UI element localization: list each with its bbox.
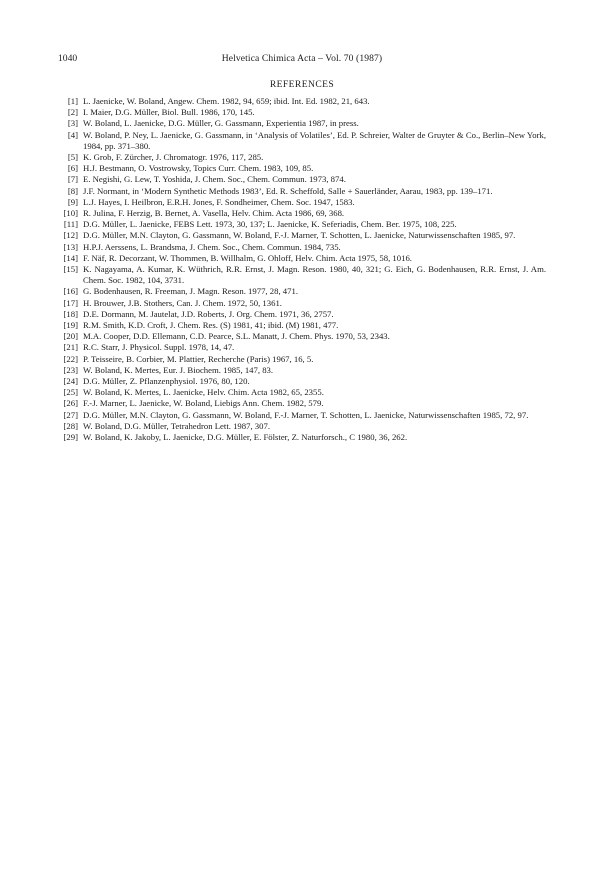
reference-item (58, 152, 546, 163)
reference-number: [29] (63, 432, 78, 443)
reference-item (58, 242, 546, 253)
reference-number: [3] (67, 118, 78, 129)
reference-item (58, 163, 546, 174)
reference-text: W. Boland, L. Jaenicke, D.G. Müller, G. Gassmann, Experientia 1987, in press. (83, 118, 359, 129)
page-header (58, 53, 546, 67)
reference-text: K. Nagayama, A. Kumar, K. Wüthrich, R.R. Ernst, J. Magn. Reson. 1980, 40, 321; G. Eich, G. Bodenhausen, R.R. Ernst, J. Am. Chem. Soc. 1982, 104, 3731. (83, 264, 546, 286)
reference-number: [14] (63, 252, 78, 263)
reference-item (58, 96, 546, 107)
reference-text: D.G. Müller, M.N. Clayton, G. Gassmann, W. Boland, F.-J. Marner, T. Schotten, L. Jaenicke, Naturwissenschaften 1985, 72, 97. (83, 409, 529, 420)
reference-text: K. Grob, F. Zürcher, J. Chromatogr. 1976, 117, 285. (83, 152, 264, 163)
reference-text: J.F. Normant, in ‘Modern Synthetic Methods 1983’, Ed. R. Scheffold, Salle + Sauerländer, Aarau, 1983, pp. 139–171. (83, 185, 493, 196)
page-number: 1040 (58, 53, 78, 64)
reference-text: L. Jaenicke, W. Boland, Angew. Chem. 1982, 94, 659; ibid. Int. Ed. 1982, 21, 643. (83, 96, 370, 106)
reference-text: I. Maier, D.G. Müller, Biol. Bull. 1986, 170, 145. (83, 107, 255, 118)
reference-item (58, 365, 546, 376)
reference-number: [22] (63, 353, 78, 364)
reference-text: D.G. Müller, Z. Pflanzenphysiol. 1976, 80, 120. (83, 376, 250, 387)
reference-item (58, 298, 546, 309)
reference-text: W. Boland, K. Mertes, Eur. J. Biochem. 1985, 147, 83. (83, 364, 274, 375)
reference-list (58, 96, 546, 443)
reference-text: F. Näf, R. Decorzant, W. Thommen, B. Willhalm, G. Ohloff, Helv. Chim. Acta 1975, 58, 1016. (83, 252, 412, 263)
reference-item (58, 309, 546, 320)
reference-number: [24] (63, 376, 78, 387)
reference-item (58, 219, 546, 230)
reference-number: [26] (63, 398, 78, 409)
reference-text: R.M. Smith, K.D. Croft, J. Chem. Res. (S) 1981, 41; ibid. (M) 1981, 477. (83, 320, 339, 331)
reference-item (58, 432, 546, 443)
reference-item (58, 186, 546, 197)
reference-number: [15] (63, 264, 78, 275)
reference-item (58, 107, 546, 118)
reference-number: [8] (67, 185, 78, 196)
reference-item (58, 264, 546, 286)
reference-number: [2] (67, 107, 78, 118)
reference-number: [27] (63, 409, 78, 420)
reference-text: W. Boland, K. Mertes, L. Jaenicke, Helv. Chim. Acta 1982, 65, 2355. (83, 387, 324, 398)
reference-item (58, 118, 546, 129)
reference-text: H.J. Bestmann, O. Vostrowsky, Topics Curr. Chem. 1983, 109, 85. (83, 163, 314, 174)
reference-item (58, 331, 546, 342)
reference-item (58, 398, 546, 409)
reference-item (58, 286, 546, 297)
reference-number: [21] (63, 342, 78, 353)
reference-text: D.G. Müller, M.N. Clayton, G. Gassmann, W. Boland, F.-J. Marner, T. Schotten, L. Jaenicke, Naturwissenschaften 1985, 97. (83, 230, 516, 241)
reference-number: [23] (63, 364, 78, 375)
running-head: Helvetica Chimica Acta – Vol. 70 (1987) (221, 53, 383, 64)
reference-item (58, 410, 546, 421)
reference-number: [19] (63, 320, 78, 331)
reference-number: [11] (63, 219, 78, 230)
reference-number: [28] (63, 420, 78, 431)
reference-text: E. Negishi, G. Lew, T. Yoshida, J. Chem. Soc., Chem. Commun. 1973, 874. (83, 174, 346, 185)
reference-number: [4] (67, 129, 78, 140)
reference-item (58, 354, 546, 365)
reference-number: [18] (63, 308, 78, 319)
reference-text: G. Bodenhausen, R. Freeman, J. Magn. Reson. 1977, 28, 471. (83, 286, 298, 297)
reference-text: R.C. Starr, J. Physicol. Suppl. 1978, 14, 47. (83, 342, 235, 353)
reference-item (58, 253, 546, 264)
reference-number: [25] (63, 387, 78, 398)
reference-number: [1] (67, 96, 78, 106)
reference-text: H.P.J. Aerssens, L. Brandsma, J. Chem. Soc., Chem. Commun. 1984, 735. (83, 241, 341, 252)
reference-item (58, 130, 546, 152)
reference-number: [13] (63, 241, 78, 252)
reference-text: D.E. Dormann, M. Jautelat, J.D. Roberts, J. Org. Chem. 1971, 36, 2757. (83, 308, 334, 319)
reference-number: [7] (67, 174, 78, 185)
reference-text: W. Boland, D.G. Müller, Tetrahedron Lett. 1987, 307. (83, 420, 270, 431)
reference-item (58, 387, 546, 398)
reference-number: [12] (63, 230, 78, 241)
reference-text: R. Julina, F. Herzig, B. Bernet, A. Vasella, Helv. Chim. Acta 1986, 69, 368. (83, 208, 345, 219)
reference-item (58, 421, 546, 432)
reference-number: [6] (67, 163, 78, 174)
reference-number: [9] (67, 196, 78, 207)
reference-item (58, 376, 546, 387)
reference-item (58, 197, 546, 208)
reference-number: [20] (63, 331, 78, 342)
reference-text: M.A. Cooper, D.D. Ellemann, C.D. Pearce, S.L. Manatt, J. Chem. Phys. 1970, 53, 2343. (83, 331, 390, 342)
reference-item (58, 208, 546, 219)
reference-text: W. Boland, P. Ney, L. Jaenicke, G. Gassmann, in ‘Analysis of Volatiles’, Ed. P. Schreier, Walter de Gruyter & Co., Berlin–New York, 1984, pp. 371–380. (83, 129, 546, 151)
reference-number: [5] (67, 152, 78, 163)
reference-number: [10] (63, 208, 78, 219)
reference-item (58, 342, 546, 353)
reference-item (58, 174, 546, 185)
reference-text: F.-J. Marner, L. Jaenicke, W. Boland, Liebigs Ann. Chem. 1982, 579. (83, 398, 324, 409)
reference-item (58, 230, 546, 241)
reference-text: P. Teisseire, B. Corbier, M. Plattier, Recherche (Paris) 1967, 16, 5. (83, 353, 314, 364)
reference-number: [16] (63, 286, 78, 297)
reference-item (58, 320, 546, 331)
reference-text: D.G. Müller, L. Jaenicke, FEBS Lett. 1973, 30, 137; L. Jaenicke, K. Seferiadis, Chem. Ber. 1975, 108, 225. (83, 219, 457, 230)
reference-text: L.J. Hayes, I. Heilbron, E.R.H. Jones, F. Sondheimer, Chem. Soc. 1947, 1583. (83, 196, 355, 207)
reference-text: H. Brouwer, J.B. Stothers, Can. J. Chem. 1972, 50, 1361. (83, 297, 282, 308)
reference-text: W. Boland, K. Jakoby, L. Jaenicke, D.G. Müller, E. Fölster, Z. Naturforsch., C 1980, 36, 262. (83, 432, 408, 443)
section-title: REFERENCES (269, 79, 335, 90)
reference-number: [17] (63, 297, 78, 308)
